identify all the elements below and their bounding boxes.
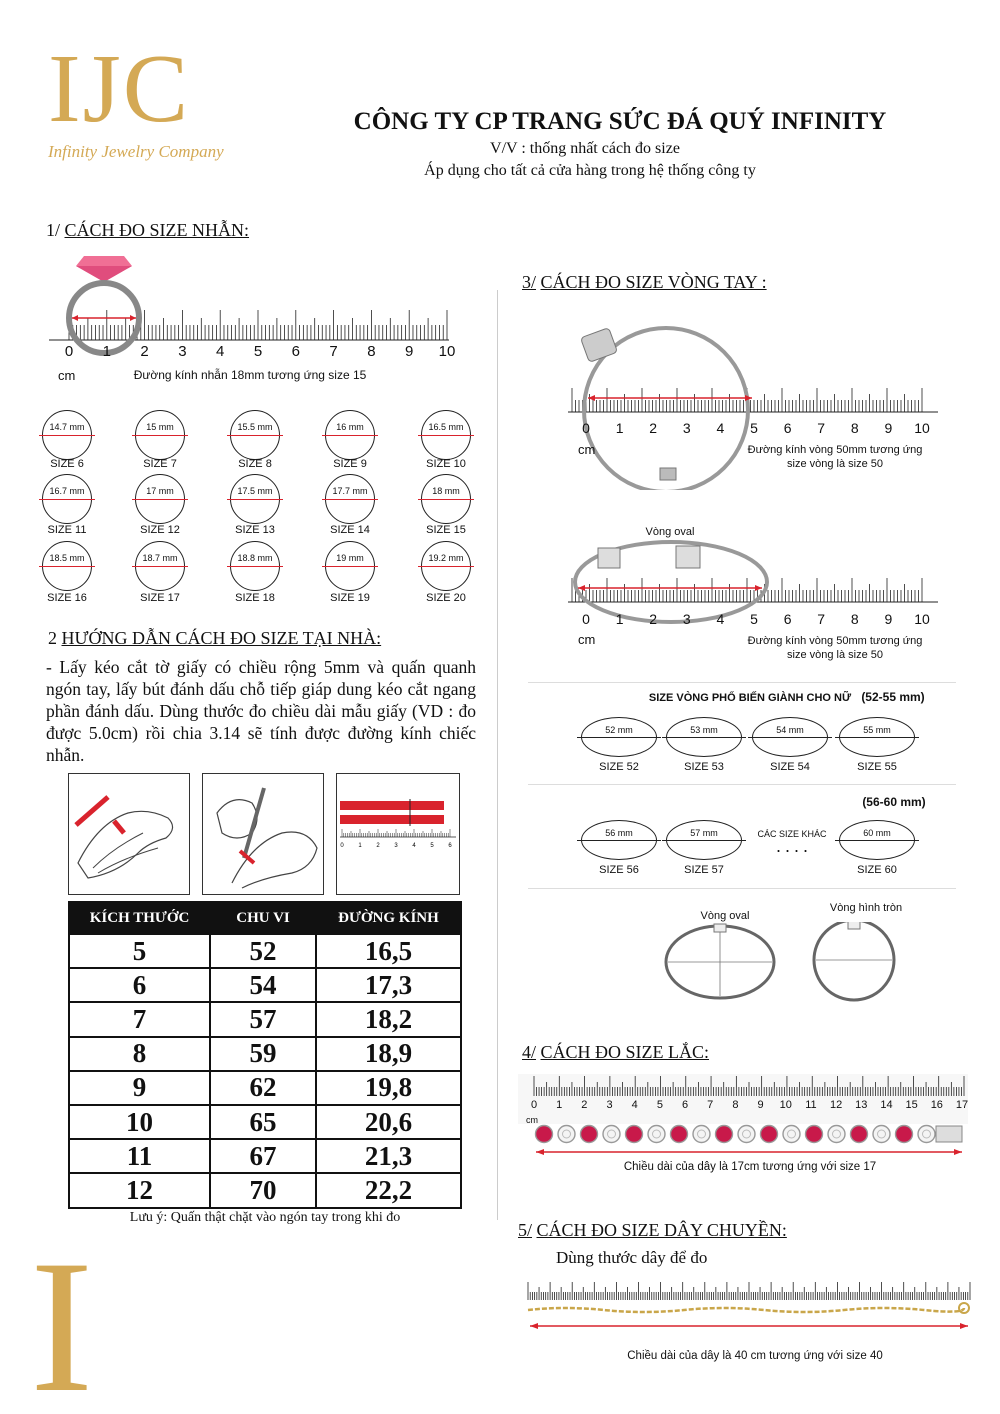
ruler-number: 7 [707,1099,714,1111]
ruler-number: 3 [682,611,691,627]
ring-diameter-label: 18.7 mm [142,553,178,563]
bracelet-size-label: SIZE 54 [770,761,810,773]
measurement-note: Lưu ý: Quấn thật chặt vào ngón tay trong khi đo [129,1210,401,1225]
ruler-number: 3 [178,343,187,360]
shape-oval-label: Vòng oval [700,910,750,922]
ring-diameter-line [227,435,283,436]
ruler-number: 6 [783,420,792,436]
finger-wrap-illustration [68,773,190,895]
ruler-number: 1 [615,420,624,436]
table-row [69,1071,461,1105]
bracelet-size-label: SIZE 55 [857,761,897,773]
section2-number: 2 [48,628,57,648]
ring-size-label: SIZE 6 [50,458,84,470]
ring-diameter-line [322,499,378,500]
ring-diameter-label: 18 mm [432,486,460,496]
bracelet-diameter-line [577,840,661,841]
ruler-number: 15 [905,1099,918,1111]
ruler-number: 1 [615,611,624,627]
ring-diameter-label: 18.5 mm [49,553,85,563]
ring-size-table [68,901,462,1209]
svg-text:2: 2 [376,843,380,849]
ring-diameter-label: 15.5 mm [237,422,273,432]
ruler-number: 0 [64,343,74,360]
table-cell: 17,3 [316,968,461,1002]
ring-diameter-label: 17 mm [146,486,174,496]
ruler-number: 5 [656,1099,663,1111]
ruler-number: 9 [757,1099,764,1111]
header-diameter: ĐƯỜNG KÍNH [316,902,461,934]
bracelet-diameter-line [835,737,919,738]
section3-divider-top [528,682,956,683]
table-cell: 19,8 [316,1071,461,1105]
ring-size-label: SIZE 19 [330,592,370,604]
section3-divider-mid [528,784,956,785]
ring-diameter-line [39,499,95,500]
svg-text:1: 1 [358,843,362,849]
header-size: KÍCH THƯỚC [69,902,210,934]
page-title: CÔNG TY CP TRANG SỨC ĐÁ QUÝ INFINITY [353,108,887,135]
ruler-ticks [69,310,447,340]
section4-title: CÁCH ĐO SIZE LẮC: [540,1042,710,1062]
ring-diameter-line [322,566,378,567]
ring-diameter-line [132,499,188,500]
necklace-subtitle: Dùng thước dây để đo [556,1248,708,1267]
ruler-number: 9 [884,420,893,436]
ring-diameter-line [132,435,188,436]
instructions-paragraph: - Lấy kéo cắt tờ giấy có chiều rộng 5mm và quấn quanh ngón tay, lấy bút đánh dấu chỗ tiếp giáp dung kéo cắt ngang phần đánh dấu. Dùng thước đo chiều dài mẫu giấy (VD : đo được 5.0cm) rồi chia 3.14 sẽ tính được đường kính chiếc nhẫn. [46,657,476,765]
table-cell: 65 [210,1105,316,1139]
ruler-number: 13 [855,1099,868,1111]
table-cell: 62 [210,1071,316,1105]
ruler-number: 6 [783,611,792,627]
svg-text:0: 0 [340,843,344,849]
svg-text:5: 5 [430,843,434,849]
ring-caption: Đường kính nhẫn 18mm tương ứng size 15 [133,368,367,382]
ring-diameter-label: 16.5 mm [428,422,464,432]
ring-diameter-line [227,566,283,567]
ruler-number: 6 [291,343,300,360]
ring-size-label: SIZE 13 [235,524,275,536]
bracelet-diameter-label: 57 mm [690,828,718,838]
bracelet-diameter-line [662,737,746,738]
ruler-number: 9 [405,343,414,360]
ruler-number: 5 [750,420,758,436]
bracelet-diameter-label: 55 mm [863,725,891,735]
necklace-caption: Chiều dài của dây là 40 cm tương ứng với size 40 [627,1350,883,1362]
ruler-number: 1 [556,1099,563,1111]
ring-size-label: SIZE 10 [426,458,466,470]
ruler-number: 7 [329,343,338,360]
bracelet-ruler-illustration [518,1074,968,1164]
table-cell: 8 [69,1037,210,1071]
ellipsis-dots: .... [776,836,813,856]
svg-text:4: 4 [412,843,416,849]
bracelet-diameter-line [835,840,919,841]
ring-size-label: SIZE 11 [47,524,87,536]
other-range: (56-60 mm) [862,795,926,809]
ruler-number: 0 [582,611,590,627]
paper-ruler-illustration [336,773,460,895]
table-header-row [69,902,461,934]
ruler-number: 17 [955,1099,969,1111]
section1-number: 1/ [46,220,61,240]
table-cell: 20,6 [316,1105,461,1139]
bracelet-size-label: SIZE 56 [599,864,639,876]
bangle-ruler-unit: cm [578,442,596,457]
table-row [69,1037,461,1071]
table-row [69,1105,461,1139]
table-cell: 7 [69,1002,210,1036]
ring-diameter-label: 19.2 mm [428,553,464,563]
ring-diameter-label: 18.8 mm [237,553,273,563]
ring-diameter-label: 19 mm [336,553,364,563]
table-cell: 11 [69,1139,210,1173]
ruler-number: 7 [817,420,826,436]
ruler-number: 5 [750,611,758,627]
section4-heading [522,1042,709,1063]
ring-diameter-line [132,566,188,567]
ring-size-label: SIZE 7 [143,458,177,470]
ruler-number: 4 [631,1099,638,1111]
ruler-number: 8 [732,1099,739,1111]
table-cell: 18,2 [316,1002,461,1036]
ruler-number: 0 [582,420,590,436]
ring-diameter-label: 17.7 mm [332,486,368,496]
ruler-number: 8 [367,343,376,360]
ring-size-label: SIZE 9 [333,458,367,470]
ruler-number: 2 [581,1099,588,1111]
oval-bangle-label: Vòng oval [645,526,695,538]
oval-caption-line1: Đường kính vòng 50mm tương ứng [747,635,923,647]
bracelet-diameter-label: 52 mm [605,725,633,735]
ring-diameter-label: 16 mm [336,422,364,432]
ring-size-label: SIZE 18 [235,592,275,604]
ring-size-label: SIZE 17 [140,592,180,604]
ring-diameter-line [39,435,95,436]
section5-heading [518,1220,787,1241]
bangle-shapes-illustration [662,922,922,1006]
ring-size-label: SIZE 14 [330,524,370,536]
bracelet-size-label: SIZE 53 [684,761,724,773]
section3-title: CÁCH ĐO SIZE VÒNG TAY : [540,272,767,292]
ring-diameter-line [418,435,474,436]
scope-line: Áp dụng cho tất cả cửa hàng trong hệ thống công ty [424,162,756,179]
ruler-number: 16 [930,1099,943,1111]
other-sizes-label: CÁC SIZE KHÁC [757,829,827,839]
table-cell: 6 [69,968,210,1002]
table-cell: 21,3 [316,1139,461,1173]
ruler-number: 4 [216,343,225,360]
bracelet-size-label: SIZE 60 [857,864,897,876]
ring-diameter-line [418,566,474,567]
popular-range: (52-55 mm) [861,690,925,704]
company-logo-tagline: Infinity Jewelry Company [48,142,224,161]
oval-ruler-unit: cm [578,632,596,647]
svg-text:3: 3 [394,843,398,849]
ring-diameter-label: 14.7 mm [49,422,85,432]
ruler-number: 11 [805,1099,817,1111]
ring-size-label: SIZE 16 [47,592,87,604]
ruler-number: 3 [606,1099,613,1111]
header-circumference: CHU VI [210,902,316,934]
bracelet-size-label: SIZE 52 [599,761,639,773]
ruler-number: 4 [716,611,725,627]
ruler-number: 10 [914,611,930,627]
ruler-number: 8 [850,611,859,627]
section2-title: HƯỚNG DẪN CÁCH ĐO SIZE TẠI NHÀ: [61,628,382,648]
necklace-ruler-illustration [524,1278,974,1338]
bangle-caption-line1: Đường kính vòng 50mm tương ứng [747,444,923,456]
ring-size-label: SIZE 8 [238,458,272,470]
bangle-caption-line2: size vòng là size 50 [787,458,883,470]
table-cell: 57 [210,1002,316,1036]
table-cell: 67 [210,1139,316,1173]
table-cell: 70 [210,1173,316,1207]
table-row [69,1173,461,1207]
bracelet-ruler-unit: cm [526,1115,538,1125]
popular-sizes-title: SIZE VÒNG PHỔ BIẾN GIÀNH CHO NỮ [648,692,852,704]
shape-round-label: Vòng hình tròn [829,902,903,914]
table-cell: 12 [69,1173,210,1207]
section3-heading [522,272,767,293]
bracelet-diameter-line [748,737,832,738]
section5-title: CÁCH ĐO SIZE DÂY CHUYỀN: [536,1220,787,1240]
company-logo-letters: IJC [48,35,191,143]
bracelet-diameter-label: 54 mm [776,725,804,735]
ruler-number: 9 [884,611,893,627]
svg-text:6: 6 [448,843,452,849]
section3-number: 3/ [522,272,537,292]
subject-line: V/V : thống nhất cách đo size [490,140,680,157]
ruler-number: 7 [817,611,826,627]
table-row [69,1139,461,1173]
ruler-number: 12 [829,1099,843,1111]
table-cell: 22,2 [316,1173,461,1207]
ring-diameter-line [39,566,95,567]
table-cell: 9 [69,1071,210,1105]
section1-heading [46,220,249,241]
table-cell: 10 [69,1105,210,1139]
table-cell: 52 [210,934,316,968]
bracelet-diameter-line [662,840,746,841]
ring-size-label: SIZE 20 [426,592,466,604]
section3-divider-bottom [528,888,956,889]
table-cell: 59 [210,1037,316,1071]
ring-diameter-label: 15 mm [146,422,174,432]
ruler-number: 0 [530,1099,538,1111]
ring-diameter-line [322,435,378,436]
diamond-facet-icon [76,266,132,282]
column-divider [497,290,498,1220]
ring-size-label: SIZE 12 [140,524,180,536]
ruler-unit: cm [58,368,76,383]
ruler-number: 8 [850,420,859,436]
oval-caption-line2: size vòng là size 50 [787,649,883,661]
watermark-letter: I [30,1222,94,1414]
ruler-number: 2 [140,343,149,360]
table-cell: 16,5 [316,934,461,968]
ruler-number: 10 [779,1099,792,1111]
table-row [69,968,461,1002]
ruler-number: 10 [914,420,930,436]
ruler-number: 6 [681,1099,689,1111]
ruler-number: 2 [649,420,658,436]
section1-title: CÁCH ĐO SIZE NHẪN: [64,220,250,240]
pen-marking-illustration [202,773,324,895]
bracelet-diameter-label: 60 mm [863,828,891,838]
table-cell: 54 [210,968,316,1002]
section4-number: 4/ [522,1042,537,1062]
table-row [69,1002,461,1036]
ruler-number: 2 [649,611,658,627]
ruler-number: 4 [716,420,725,436]
table-row [69,934,461,968]
ring-diameter-line [227,499,283,500]
ring-diameter-line [418,499,474,500]
bracelet-size-label: SIZE 57 [684,864,724,876]
bracelet-diameter-line [577,737,661,738]
ruler-number: 14 [880,1099,893,1111]
ring-size-label: SIZE 15 [426,524,466,536]
ring-diameter-label: 17.5 mm [237,486,273,496]
section2-heading [48,628,381,649]
bracelet-caption: Chiều dài của dây là 17cm tương ứng với size 17 [623,1161,877,1173]
bracelet-diameter-label: 53 mm [690,725,718,735]
ruler-number: 1 [102,343,111,360]
table-cell: 18,9 [316,1037,461,1071]
bracelet-diameter-label: 56 mm [605,828,633,838]
ruler-number: 3 [682,420,691,436]
section5-number: 5/ [518,1220,533,1240]
ring-diameter-label: 16.7 mm [49,486,85,496]
ruler-number: 5 [253,343,263,360]
ruler-number: 10 [438,343,456,360]
table-cell: 5 [69,934,210,968]
